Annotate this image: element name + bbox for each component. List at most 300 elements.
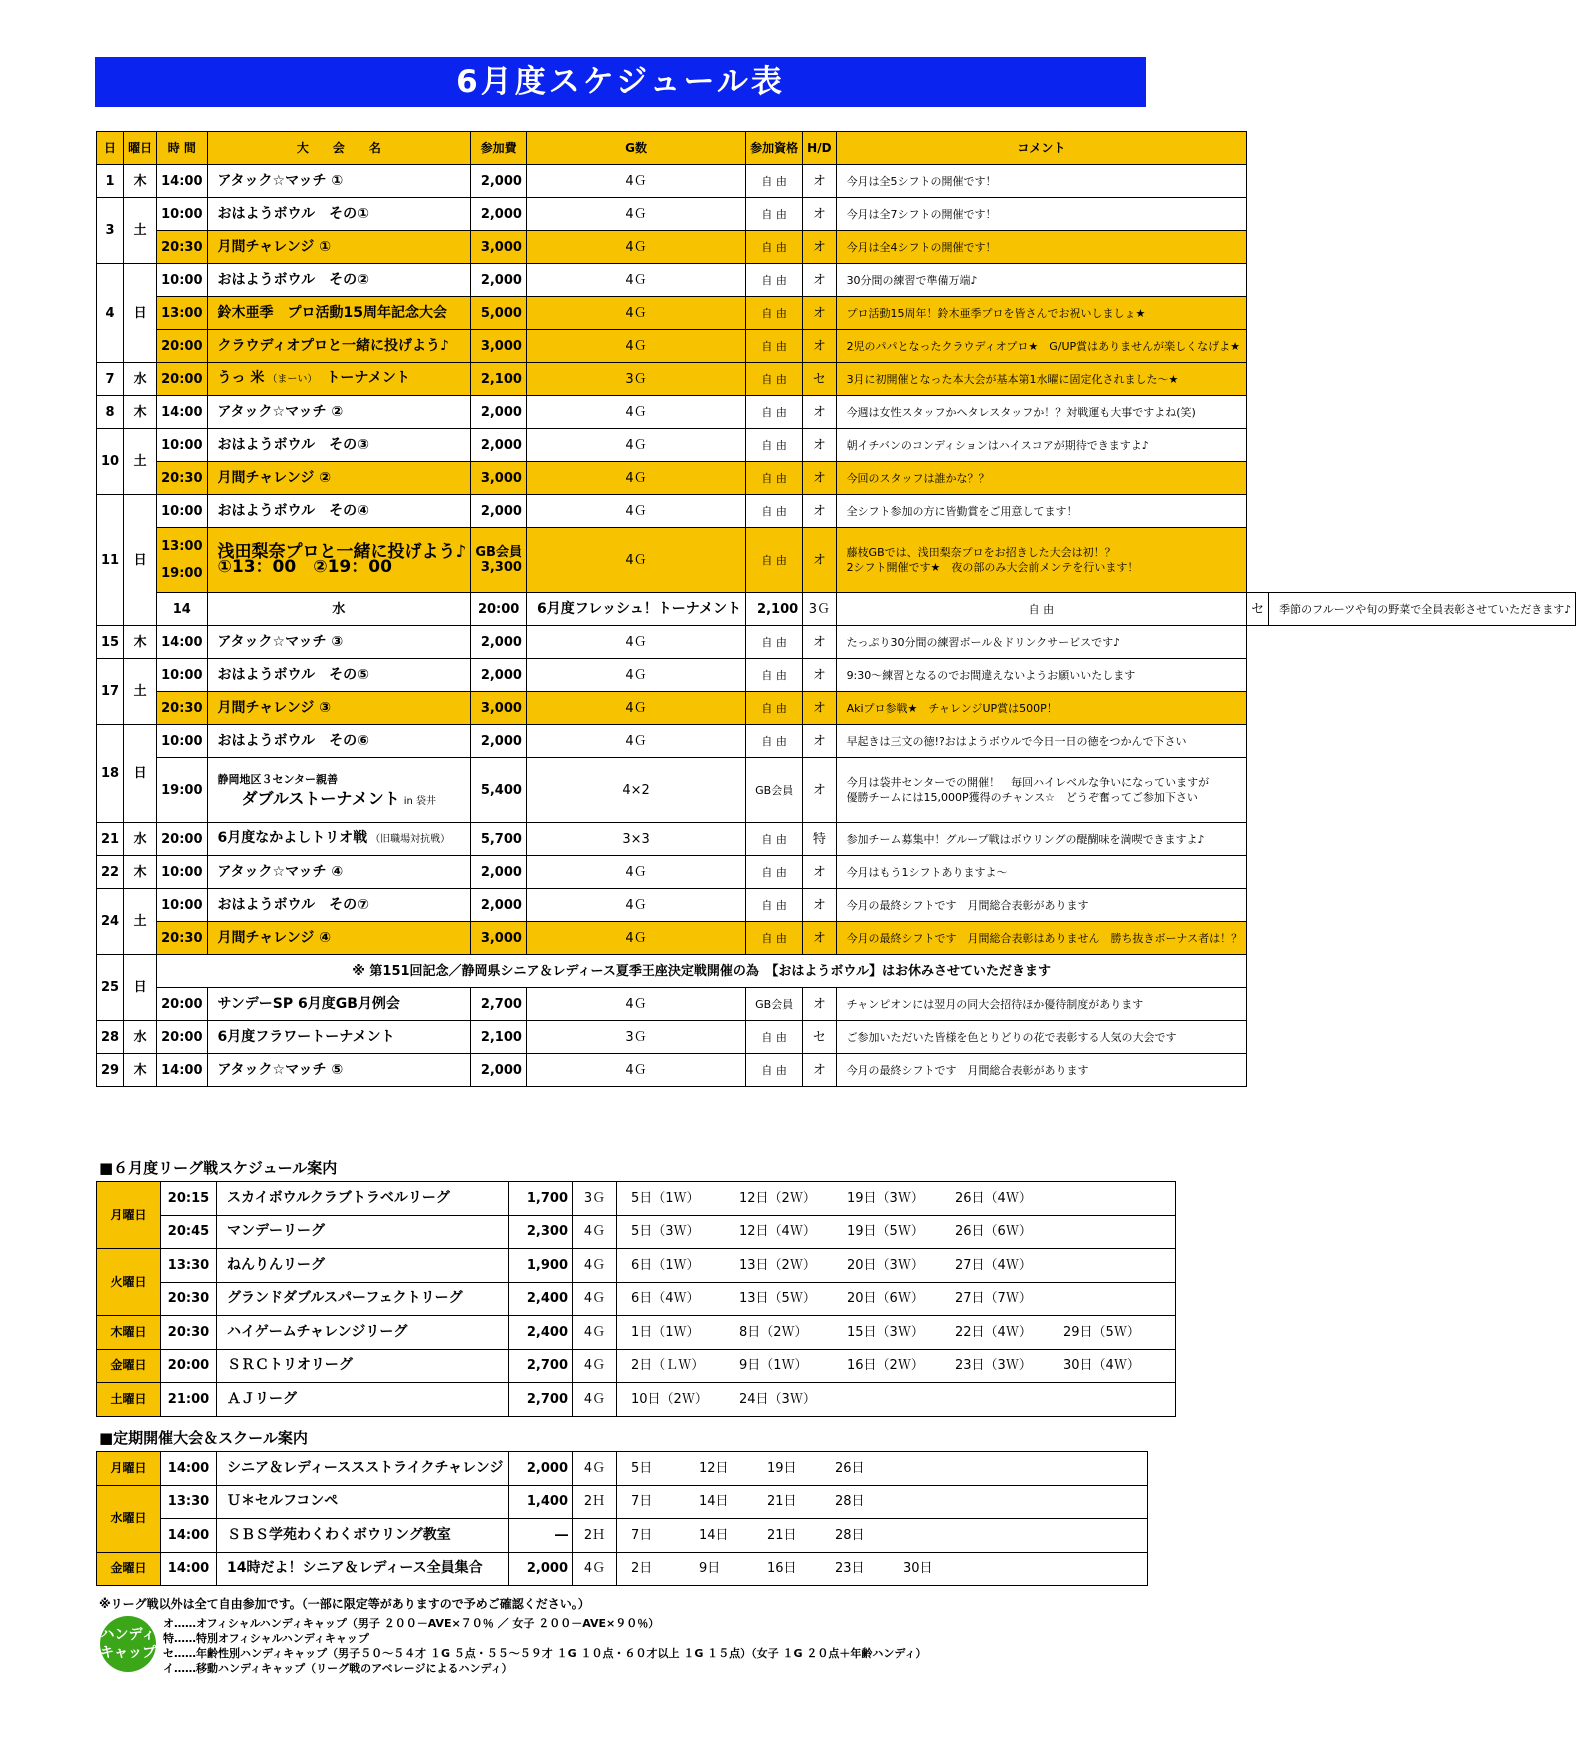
fee-cell: [471, 330, 527, 363]
dates-cell: [617, 1349, 1176, 1383]
comment-cell: [836, 626, 1247, 659]
weekday-cell: 木: [124, 1054, 157, 1087]
qualification-cell: 自 由: [746, 725, 803, 758]
qualification-cell: 自 由: [746, 1054, 803, 1087]
comment-text: 藤枝GBでは、浅田梨奈プロをお招きした大会は初！？: [846, 546, 1116, 559]
date-item: 26日（6Ｗ）: [955, 1224, 1032, 1240]
time-cell: 14:00: [161, 1552, 217, 1586]
comment-text: 全シフト参加の方に皆勤賞をご用意してます！: [846, 504, 1078, 518]
schedule-row: [97, 1021, 1576, 1054]
schedule-row: [97, 725, 1576, 758]
tournament-name-cell: [207, 659, 471, 692]
schedule-row: [97, 264, 1576, 297]
handicap-line: 特……特別オフィシャルハンディキャップ: [163, 1632, 369, 1645]
time-cell: [157, 659, 207, 692]
fee-cell: [471, 725, 527, 758]
comment-cell: [836, 297, 1247, 330]
fee-value: 2,000: [480, 897, 522, 913]
fee-value: 5,400: [480, 782, 522, 798]
tournament-name-note: （まーい）: [267, 374, 313, 385]
tournament-name: 6月度なかよしトリオ戦: [217, 830, 368, 846]
weekday-cell: 水: [124, 1021, 157, 1054]
tournament-name: おはようボウル その⑤: [217, 666, 369, 683]
handicap-cell: オ: [803, 692, 836, 725]
weekday-cell: 金曜日: [97, 1349, 161, 1383]
dates-cell: [617, 1282, 1176, 1316]
games-cell: 4×2: [526, 758, 745, 823]
games-cell: 4Ｇ: [526, 889, 745, 922]
qualification-cell: 自 由: [746, 462, 803, 495]
games-cell: 4Ｇ: [526, 231, 745, 264]
games-cell: 4Ｇ: [573, 1552, 617, 1586]
date-item: 13日（5Ｗ）: [739, 1291, 816, 1307]
comment-cell: [836, 462, 1247, 495]
comment-cell: [836, 988, 1247, 1021]
fee-cell: [471, 363, 527, 396]
comment-cell: [836, 165, 1247, 198]
comment-text: ご参加いただいた皆様を色とりどりの花で表彰する人気の大会です: [846, 1030, 1177, 1044]
qualification-cell: 自 由: [746, 823, 803, 856]
regular-table: [96, 1451, 1148, 1586]
schedule-row: [97, 231, 1576, 264]
tournament-name-cell: [207, 758, 471, 823]
comment-text: 今月の最終シフトです 月間総合表彰はありません 勝ち抜きボーナス者は！？: [846, 931, 1243, 945]
date-item: 12日（2Ｗ）: [739, 1190, 816, 1206]
tournament-name: 6月度フレッシュ！トーナメント: [536, 600, 742, 617]
tournament-name: アタック☆マッチ ⑤: [217, 1061, 344, 1078]
schedule-header-cell: 曜日: [124, 132, 157, 165]
regular-row: [97, 1552, 1148, 1586]
day-cell: 1: [97, 165, 124, 198]
day-cell: 18: [97, 725, 124, 823]
weekday-cell: 日: [124, 955, 157, 1021]
time-cell: 13:30: [161, 1249, 217, 1283]
dates-cell: [617, 1519, 1148, 1553]
tournament-name-cell: [207, 198, 471, 231]
weekday-cell: 水: [207, 593, 471, 626]
tournament-name-cell: [207, 462, 471, 495]
handicap-cell: オ: [803, 1054, 836, 1087]
fee-value: 5,700: [480, 831, 522, 847]
handicap-cell: オ: [803, 725, 836, 758]
date-item: 7日: [631, 1494, 653, 1510]
weekday-cell: 木: [124, 626, 157, 659]
tournament-name-cell: [207, 396, 471, 429]
dates-cell: [617, 1316, 1176, 1350]
event-name-cell: ＳＢＳ学苑わくわくボウリング教室: [217, 1519, 509, 1553]
time-value: 20:30: [161, 930, 203, 946]
comment-cell: [1269, 593, 1576, 626]
tournament-name: 月間チャレンジ ①: [217, 238, 332, 255]
time-value: 10:00: [161, 733, 203, 749]
time-cell: 14:00: [161, 1452, 217, 1486]
event-name-cell: ＡＪリーグ: [217, 1383, 509, 1417]
day-cell: 25: [97, 955, 124, 1021]
time-value: 10:00: [161, 864, 203, 880]
comment-cell: [836, 659, 1247, 692]
day-cell: 11: [97, 495, 124, 626]
fee-cell: [471, 528, 527, 593]
comment-cell: [836, 1021, 1247, 1054]
fee-cell: [471, 1021, 527, 1054]
date-item: 7日: [631, 1527, 653, 1543]
schedule-row: [97, 528, 1576, 593]
fee-value: 2,000: [480, 864, 522, 880]
tournament-name: おはようボウル その③: [217, 436, 369, 453]
comment-text: 今月は袋井センターでの開催！ 毎回ハイレベルな争いになっていますが: [846, 776, 1210, 789]
comment-text: 今月はもう1シフトありますよ～: [846, 865, 1008, 879]
time-cell: [157, 297, 207, 330]
date-item: 9日: [699, 1561, 721, 1577]
fee-cell: [471, 758, 527, 823]
weekday-cell: 木曜日: [97, 1316, 161, 1350]
date-item: 21日: [767, 1494, 797, 1510]
tournament-name-cell: [207, 823, 471, 856]
schedule-header-cell: H/D: [803, 132, 836, 165]
games-cell: 4Ｇ: [526, 330, 745, 363]
games-cell: 4Ｇ: [526, 297, 745, 330]
fee-cell: [471, 988, 527, 1021]
date-item: 16日: [767, 1561, 797, 1577]
handicap-cell: オ: [803, 462, 836, 495]
games-cell: 3Ｇ: [573, 1182, 617, 1216]
qualification-cell: 自 由: [746, 330, 803, 363]
comment-text: 今月は全7シフトの開催です！: [846, 207, 997, 221]
day-cell: 15: [97, 626, 124, 659]
dates-cell: [617, 1552, 1148, 1586]
fee-cell: 2,400: [509, 1282, 573, 1316]
fee-value: 2,000: [480, 404, 522, 420]
fee-cell: 2,300: [509, 1215, 573, 1249]
handicap-cell: オ: [803, 165, 836, 198]
date-item: 5日: [631, 1460, 653, 1476]
fee-cell: [471, 659, 527, 692]
time-cell: [157, 988, 207, 1021]
fee-cell: [746, 593, 803, 626]
schedule-row: [97, 363, 1576, 396]
date-item: 27日（4Ｗ）: [955, 1257, 1032, 1273]
regular-row: [97, 1519, 1148, 1553]
time-cell: 14:00: [161, 1519, 217, 1553]
fee-cell: 2,000: [509, 1452, 573, 1486]
qualification-cell: 自 由: [746, 495, 803, 528]
games-cell: 4Ｇ: [526, 528, 745, 593]
comment-cell: [836, 231, 1247, 264]
date-item: 13日（2Ｗ）: [739, 1257, 816, 1273]
tournament-name: アタック☆マッチ ①: [217, 172, 344, 189]
handicap-cell: セ: [803, 1021, 836, 1054]
regular-row: [97, 1485, 1148, 1519]
schedule-table: [96, 131, 1576, 1087]
games-cell: 3Ｇ: [526, 1021, 745, 1054]
day-cell: 7: [97, 363, 124, 396]
time-cell: [157, 495, 207, 528]
comment-text: 今月の最終シフトです 月間総合表彰があります: [846, 1063, 1089, 1077]
league-row: [97, 1316, 1176, 1350]
date-item: 23日: [835, 1561, 865, 1577]
schedule-row: [97, 889, 1576, 922]
weekday-cell: 日: [124, 264, 157, 363]
comment-text: チャンピオンには翌月の同大会招待ほか優待制度があります: [846, 997, 1144, 1011]
time-value: 20:30: [161, 700, 203, 716]
games-cell: 4Ｇ: [526, 725, 745, 758]
fee-value: GB会員: [475, 545, 522, 560]
games-cell: 4Ｇ: [526, 165, 745, 198]
qualification-cell: 自 由: [746, 297, 803, 330]
handicap-cell: オ: [803, 659, 836, 692]
time-value: 10:00: [161, 437, 203, 453]
comment-cell: [836, 758, 1247, 823]
fee-cell: 2,700: [509, 1349, 573, 1383]
date-item: 19日: [767, 1460, 797, 1476]
comment-cell: [836, 725, 1247, 758]
weekday-cell: 土曜日: [97, 1383, 161, 1417]
date-item: 20日（3Ｗ）: [847, 1257, 924, 1273]
fee-cell: ―: [509, 1519, 573, 1553]
fee-cell: [471, 165, 527, 198]
time-cell: [157, 198, 207, 231]
tournament-name-suffix: in 袋井: [403, 795, 437, 807]
fee-value: 2,000: [480, 272, 522, 288]
fee-value: 3,000: [480, 930, 522, 946]
tournament-name-cell: [207, 626, 471, 659]
games-cell: 3×3: [526, 823, 745, 856]
handicap-cell: オ: [803, 396, 836, 429]
games-cell: 2Ｈ: [573, 1519, 617, 1553]
time-cell: [157, 626, 207, 659]
comment-text: 今回のスタッフは誰かな？？: [846, 471, 990, 485]
page-title: 6月度スケジュール表: [95, 57, 1146, 107]
tournament-name-cell: [207, 528, 471, 593]
fee-cell: 2,400: [509, 1316, 573, 1350]
comment-cell: [836, 330, 1247, 363]
tournament-name: うっ 米: [217, 370, 265, 386]
dates-cell: [617, 1215, 1176, 1249]
games-cell: 4Ｇ: [526, 856, 745, 889]
tournament-name-cell: [207, 330, 471, 363]
time-value: 10:00: [161, 897, 203, 913]
fee-cell: 1,400: [509, 1485, 573, 1519]
time-cell: [157, 528, 207, 593]
date-item: 27日（7Ｗ）: [955, 1291, 1032, 1307]
comment-cell: [836, 692, 1247, 725]
date-item: 23日（3Ｗ）: [955, 1358, 1032, 1374]
league-row: [97, 1182, 1176, 1216]
schedule-row: [97, 626, 1576, 659]
time-cell: [157, 889, 207, 922]
games-cell: 4Ｇ: [573, 1452, 617, 1486]
weekday-cell: 水曜日: [97, 1485, 161, 1552]
time-cell: 20:30: [161, 1316, 217, 1350]
day-cell: 8: [97, 396, 124, 429]
games-cell: 3Ｇ: [526, 363, 745, 396]
weekday-cell: 水: [124, 363, 157, 396]
comment-cell: [836, 889, 1247, 922]
schedule-header-row: [97, 132, 1576, 165]
tournament-name: サンデーSP 6月度GB月例会: [217, 995, 400, 1012]
fee-cell: [471, 856, 527, 889]
time-value: 19:00: [161, 566, 203, 581]
fee-value: 2,000: [480, 667, 522, 683]
league-heading: ■６月度リーグ戦スケジュール案内: [99, 1159, 338, 1177]
time-cell: [157, 363, 207, 396]
tournament-name-cell: [526, 593, 745, 626]
fee-cell: [471, 495, 527, 528]
comment-cell: [836, 1054, 1247, 1087]
comment-text: 今月の最終シフトです 月間総合表彰があります: [846, 898, 1089, 912]
time-value: 14:00: [161, 173, 203, 189]
qualification-cell: 自 由: [746, 626, 803, 659]
dates-cell: [617, 1452, 1148, 1486]
handicap-cell: オ: [803, 231, 836, 264]
handicap-cell: オ: [803, 528, 836, 593]
comment-text: 季節のフルーツや旬の野菜で全員表彰させていただきます♪: [1279, 602, 1572, 616]
handicap-line: イ……移動ハンディキャップ（リーグ戦のアベレージによるハンディ）: [163, 1662, 513, 1675]
time-cell: [157, 823, 207, 856]
fee-value: 3,300: [480, 560, 522, 575]
weekday-cell: 日: [124, 725, 157, 823]
time-value: 20:00: [161, 371, 203, 387]
date-item: 2日（ＬＷ）: [631, 1358, 705, 1374]
fee-cell: [471, 231, 527, 264]
date-item: 16日（2Ｗ）: [847, 1358, 924, 1374]
date-item: 12日（4Ｗ）: [739, 1224, 816, 1240]
day-cell: 21: [97, 823, 124, 856]
schedule-row: [97, 495, 1576, 528]
schedule-header-cell: 時 間: [157, 132, 207, 165]
comment-cell: [836, 922, 1247, 955]
schedule-header-cell: コメント: [836, 132, 1247, 165]
fee-cell: [471, 297, 527, 330]
tournament-name-prefix: 静岡地区３センター親善: [217, 772, 339, 786]
tournament-name: 6月度フラワートーナメント: [217, 1028, 395, 1045]
handicap-badge: [100, 1616, 156, 1672]
weekday-cell: 金曜日: [97, 1552, 161, 1586]
tournament-name-cell: [207, 297, 471, 330]
handicap-line: セ……年齢性別ハンディキャップ（男子５０～５４才 １G ５点・５５～５９才 １G １０点・６０才以上 １G １５点）（女子 １G ２０点＋年齢ハンディ）: [163, 1647, 927, 1660]
event-name-cell: マンデーリーグ: [217, 1215, 509, 1249]
fee-cell: 1,900: [509, 1249, 573, 1283]
comment-text: 早起きは三文の徳!?おはようボウルで今日一日の徳をつかんで下さい: [846, 734, 1187, 748]
league-row: [97, 1349, 1176, 1383]
games-cell: 4Ｇ: [526, 396, 745, 429]
comment-cell: [836, 264, 1247, 297]
handicap-cell: オ: [803, 758, 836, 823]
league-row: [97, 1383, 1176, 1417]
time-cell: [157, 165, 207, 198]
qualification-cell: 自 由: [746, 429, 803, 462]
handicap-cell: セ: [1247, 593, 1269, 626]
tournament-name: おはようボウル その④: [217, 502, 369, 519]
games-cell: 4Ｇ: [573, 1316, 617, 1350]
fee-value: 2,000: [480, 173, 522, 189]
fee-cell: [471, 692, 527, 725]
schedule-row: [97, 988, 1576, 1021]
schedule-header-cell: G数: [526, 132, 745, 165]
time-cell: [157, 462, 207, 495]
time-value: 13:00: [161, 305, 203, 321]
tournament-name: 浅田梨奈プロと一緒に投げよう♪: [217, 542, 467, 562]
day-cell: 22: [97, 856, 124, 889]
weekday-cell: 土: [124, 659, 157, 725]
tournament-name-cell: [207, 725, 471, 758]
footnote: ※リーグ戦以外は全て自由参加です。（一部に限定等がありますので予めご確認ください。）: [99, 1597, 590, 1611]
fee-cell: [471, 922, 527, 955]
tournament-name-cell: [207, 363, 471, 396]
comment-text: 2シフト開催です★ 夜の部のみ大会前メンテを行います！: [846, 561, 1139, 574]
time-cell: 20:30: [161, 1282, 217, 1316]
fee-value: 2,700: [480, 996, 522, 1012]
weekday-cell: 土: [124, 429, 157, 495]
qualification-cell: 自 由: [746, 856, 803, 889]
day-cell: 14: [157, 593, 207, 626]
qualification-cell: 自 由: [746, 264, 803, 297]
time-cell: [157, 856, 207, 889]
event-name-cell: スカイボウルクラブトラベルリーグ: [217, 1182, 509, 1216]
time-value: 20:00: [161, 996, 203, 1012]
games-cell: 4Ｇ: [573, 1349, 617, 1383]
handicap-badge-line: ハンディ: [100, 1627, 156, 1643]
time-cell: 21:00: [161, 1383, 217, 1417]
time-value: 10:00: [161, 206, 203, 222]
comment-cell: [836, 363, 1247, 396]
time-cell: [157, 264, 207, 297]
schedule-row: [97, 429, 1576, 462]
tournament-name-cell: [207, 922, 471, 955]
date-item: 30日（4Ｗ）: [1063, 1358, 1140, 1374]
games-cell: 3Ｇ: [803, 593, 836, 626]
time-cell: [157, 692, 207, 725]
comment-text: 9:30～練習となるのでお間違えないようお願いいたします: [846, 668, 1136, 682]
tournament-name-cell: [207, 165, 471, 198]
fee-value: 5,000: [480, 305, 522, 321]
date-item: 21日: [767, 1527, 797, 1543]
weekday-cell: 水: [124, 823, 157, 856]
comment-cell: [836, 856, 1247, 889]
schedule-row: [97, 330, 1576, 363]
handicap-cell: オ: [803, 198, 836, 231]
comment-cell: [836, 429, 1247, 462]
date-item: 29日（5Ｗ）: [1063, 1324, 1140, 1340]
comment-text: 今月は全4シフトの開催です！: [846, 240, 997, 254]
comment-text: Akiプロ参戦★ チャレンジUP賞は500P！: [846, 701, 1058, 715]
handicap-line: オ……オフィシャルハンディキャップ（男子 ２００－AVE×７０％ ／ 女子 ２００－AVE×９０％）: [163, 1617, 660, 1630]
event-name-cell: グランドダブルスパーフェクトリーグ: [217, 1282, 509, 1316]
day-cell: 10: [97, 429, 124, 495]
time-value: 14:00: [161, 1062, 203, 1078]
fee-cell: [471, 823, 527, 856]
tournament-name: おはようボウル その⑦: [217, 896, 369, 913]
fee-value: 2,100: [480, 371, 522, 387]
qualification-cell: 自 由: [746, 1021, 803, 1054]
time-cell: [157, 1054, 207, 1087]
games-cell: 4Ｇ: [526, 462, 745, 495]
time-cell: 20:45: [161, 1215, 217, 1249]
comment-text: プロ活動15周年！鈴木亜季プロを皆さんでお祝いしましょ★: [846, 306, 1146, 320]
comment-cell: [836, 823, 1247, 856]
date-item: 5日（3Ｗ）: [631, 1224, 700, 1240]
event-name-cell: ハイゲームチャレンジリーグ: [217, 1316, 509, 1350]
weekday-cell: 土: [124, 889, 157, 955]
time-cell: [471, 593, 527, 626]
comment-text: 優勝チームには15,000P獲得のチャンス☆ どうぞ奮ってご参加下さい: [846, 791, 1198, 804]
time-cell: 20:00: [161, 1349, 217, 1383]
league-row: [97, 1249, 1176, 1283]
fee-cell: [471, 1054, 527, 1087]
time-cell: [157, 922, 207, 955]
time-value: 10:00: [161, 503, 203, 519]
time-cell: [157, 396, 207, 429]
